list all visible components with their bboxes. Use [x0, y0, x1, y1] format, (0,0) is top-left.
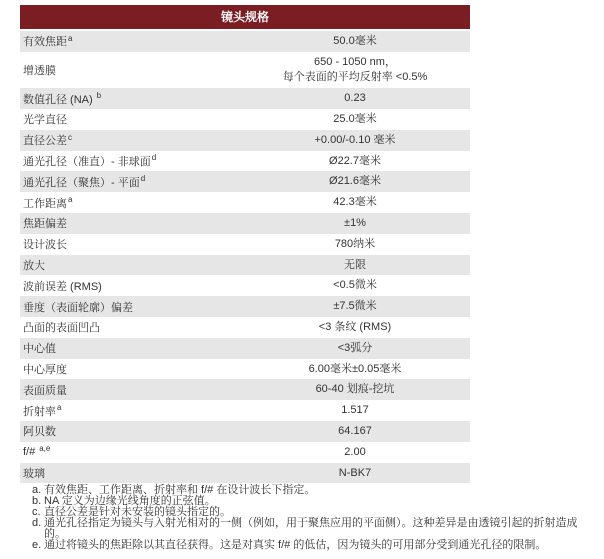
spec-label — [20, 379, 240, 400]
footnote-marker: e. — [32, 539, 42, 551]
spec-value: 50.0毫米 — [333, 34, 377, 47]
spec-label-text: 直径公差 — [23, 135, 67, 148]
spec-label — [20, 31, 240, 52]
spec-label-text: 数值孔径 (NA) — [23, 93, 93, 106]
footnote-ref: a — [57, 402, 62, 412]
spec-label-wrap — [23, 132, 72, 148]
spec-row-clear-aperture-focused — [20, 171, 470, 192]
spec-label-text: f/# — [23, 446, 36, 459]
spec-label-text: 有效焦距 — [23, 36, 67, 49]
footnote-ref: a,e — [39, 443, 51, 453]
footnote-e — [32, 540, 589, 551]
spec-label — [20, 192, 240, 213]
spec-label — [20, 213, 240, 234]
spec-label — [20, 109, 240, 130]
spec-label-wrap — [23, 195, 72, 211]
spec-row-glass — [20, 463, 470, 484]
footnote-text: NA 定义为边缘光线角度的正弦值。 — [44, 495, 216, 507]
footnote-d — [32, 518, 589, 540]
spec-label-text: 放大 — [23, 260, 45, 273]
spec-label — [20, 275, 240, 296]
spec-label — [20, 151, 240, 172]
spec-value: 6.00毫米±0.05毫米 — [308, 362, 402, 375]
spec-label — [20, 88, 240, 109]
spec-label-text: 中心厚度 — [23, 364, 67, 377]
spec-row-surface-irregularity — [20, 317, 470, 338]
footnote-text: 通光孔径指定为镜头与入射光相对的一侧（例如，用于聚焦应用的平面侧）。这种差异是由透镜引起的折射造成的。 — [44, 517, 578, 540]
spec-label-text: 焦距偏差 — [23, 218, 67, 231]
spec-value: ±1% — [344, 216, 366, 229]
spec-value: 780纳米 — [334, 237, 376, 250]
spec-label-text: 中心值 — [23, 343, 56, 356]
spec-value: 2.00 — [344, 445, 366, 458]
spec-row-numerical-aperture — [20, 88, 470, 109]
spec-row-surface-quality — [20, 379, 470, 400]
spec-row-working-distance — [20, 192, 470, 213]
spec-label — [20, 52, 240, 89]
spec-label-text: 通光孔径（准直）- 非球面 — [23, 156, 151, 169]
footnote-ref: c — [68, 132, 72, 142]
spec-row-magnification — [20, 255, 470, 276]
spec-label — [20, 463, 240, 484]
spec-value: Ø22.7毫米 — [329, 154, 381, 167]
spec-label-wrap — [23, 91, 101, 107]
spec-label — [20, 317, 240, 338]
spec-label — [20, 338, 240, 359]
spec-label — [20, 130, 240, 151]
footnote-marker: c. — [32, 506, 41, 518]
spec-row-index-of-refraction — [20, 400, 470, 421]
footnote-ref: a — [68, 195, 73, 205]
spec-value-line: 650 - 1050 nm， — [314, 56, 396, 69]
footnote-marker: d. — [32, 517, 42, 529]
footnote-ref: a — [68, 33, 73, 43]
spec-label-text: 设计波长 — [23, 239, 67, 252]
spec-row-coating — [20, 52, 470, 89]
spec-label-wrap — [23, 403, 61, 419]
table-title: 镜头规格 — [20, 5, 470, 29]
spec-row-centering — [20, 338, 470, 359]
spec-label-text: 阿贝数 — [23, 426, 56, 439]
spec-label — [20, 359, 240, 380]
spec-value: 42.3毫米 — [333, 196, 377, 209]
spec-label-text: 波前误差 (RMS) — [23, 280, 102, 293]
spec-label-text: 折射率 — [23, 405, 56, 418]
spec-label-text: 垂度（表面轮廓）偏差 — [23, 301, 133, 314]
spec-value: <3 条纹 (RMS) — [318, 320, 392, 333]
spec-value: 60-40 划痕-挖坑 — [315, 383, 395, 396]
spec-label-text: 光学直径 — [23, 114, 67, 127]
footnote-ref: d — [151, 153, 157, 163]
spec-row-f-number — [20, 442, 470, 463]
spec-value: 无限 — [344, 258, 366, 271]
spec-value: Ø21.6毫米 — [329, 175, 381, 188]
spec-label — [20, 400, 240, 421]
spec-value: +0.00/-0.10 毫米 — [314, 133, 396, 146]
spec-row-center-thickness — [20, 359, 470, 380]
spec-label — [20, 296, 240, 317]
spec-row-focal-length-tolerance — [20, 213, 470, 234]
spec-value: 25.0毫米 — [333, 112, 377, 125]
footnote-marker: a. — [32, 484, 42, 496]
spec-value: 0.23 — [344, 92, 366, 105]
spec-label-wrap — [23, 174, 145, 190]
spec-label — [20, 442, 240, 463]
spec-label — [20, 234, 240, 255]
spec-row-clear-aperture-collimated — [20, 151, 470, 172]
footnotes — [32, 485, 589, 551]
spec-label-wrap — [23, 443, 51, 459]
footnote-ref: d — [140, 174, 146, 184]
spec-value: 1.517 — [341, 404, 369, 417]
spec-row-abbe-number — [20, 421, 470, 442]
spec-label — [20, 421, 240, 442]
spec-row-effective-focal-length — [20, 31, 470, 52]
spec-label-wrap — [23, 33, 72, 49]
spec-row-design-wavelength — [20, 234, 470, 255]
spec-value: <3弧分 — [337, 341, 373, 354]
spec-value-line: 每个表面的平均反射率 <0.5% — [282, 71, 428, 84]
spec-label — [20, 171, 240, 192]
spec-label-text: 增透膜 — [23, 65, 56, 78]
footnote-ref: b — [96, 91, 102, 101]
spec-row-sag-tolerance — [20, 296, 470, 317]
spec-label-wrap — [23, 153, 156, 169]
spec-row-wavefront-error — [20, 275, 470, 296]
spec-row-diameter — [20, 109, 470, 130]
footnote-marker: b. — [32, 495, 42, 507]
spec-value: <0.5微米 — [333, 279, 377, 292]
spec-label-text: 表面质量 — [23, 384, 67, 397]
footnote-text: 直径公差是针对未安装的镜头指定的。 — [44, 506, 231, 518]
spec-label-text: 工作距离 — [23, 197, 67, 210]
spec-value: 64.167 — [338, 424, 372, 437]
spec-label-text: 通光孔径（聚焦）- 平面 — [23, 176, 140, 189]
spec-value: N-BK7 — [338, 466, 372, 479]
spec-label-text: 玻璃 — [23, 468, 45, 481]
lens-specs-table — [20, 5, 470, 483]
spec-value — [240, 52, 470, 89]
spec-row-diameter-tolerance — [20, 130, 470, 151]
spec-label-text: 凸面的表面凹凸 — [23, 322, 100, 335]
spec-value: ±7.5微米 — [333, 300, 377, 313]
footnote-text: 有效焦距、工作距离、折射率和 f/# 在设计波长下指定。 — [44, 484, 316, 496]
footnote-text: 通过将镜头的焦距除以其直径获得。这是对真实 f/# 的低估，因为镜头的可用部分受到通光孔径的限制。 — [44, 539, 547, 551]
spec-label — [20, 255, 240, 276]
